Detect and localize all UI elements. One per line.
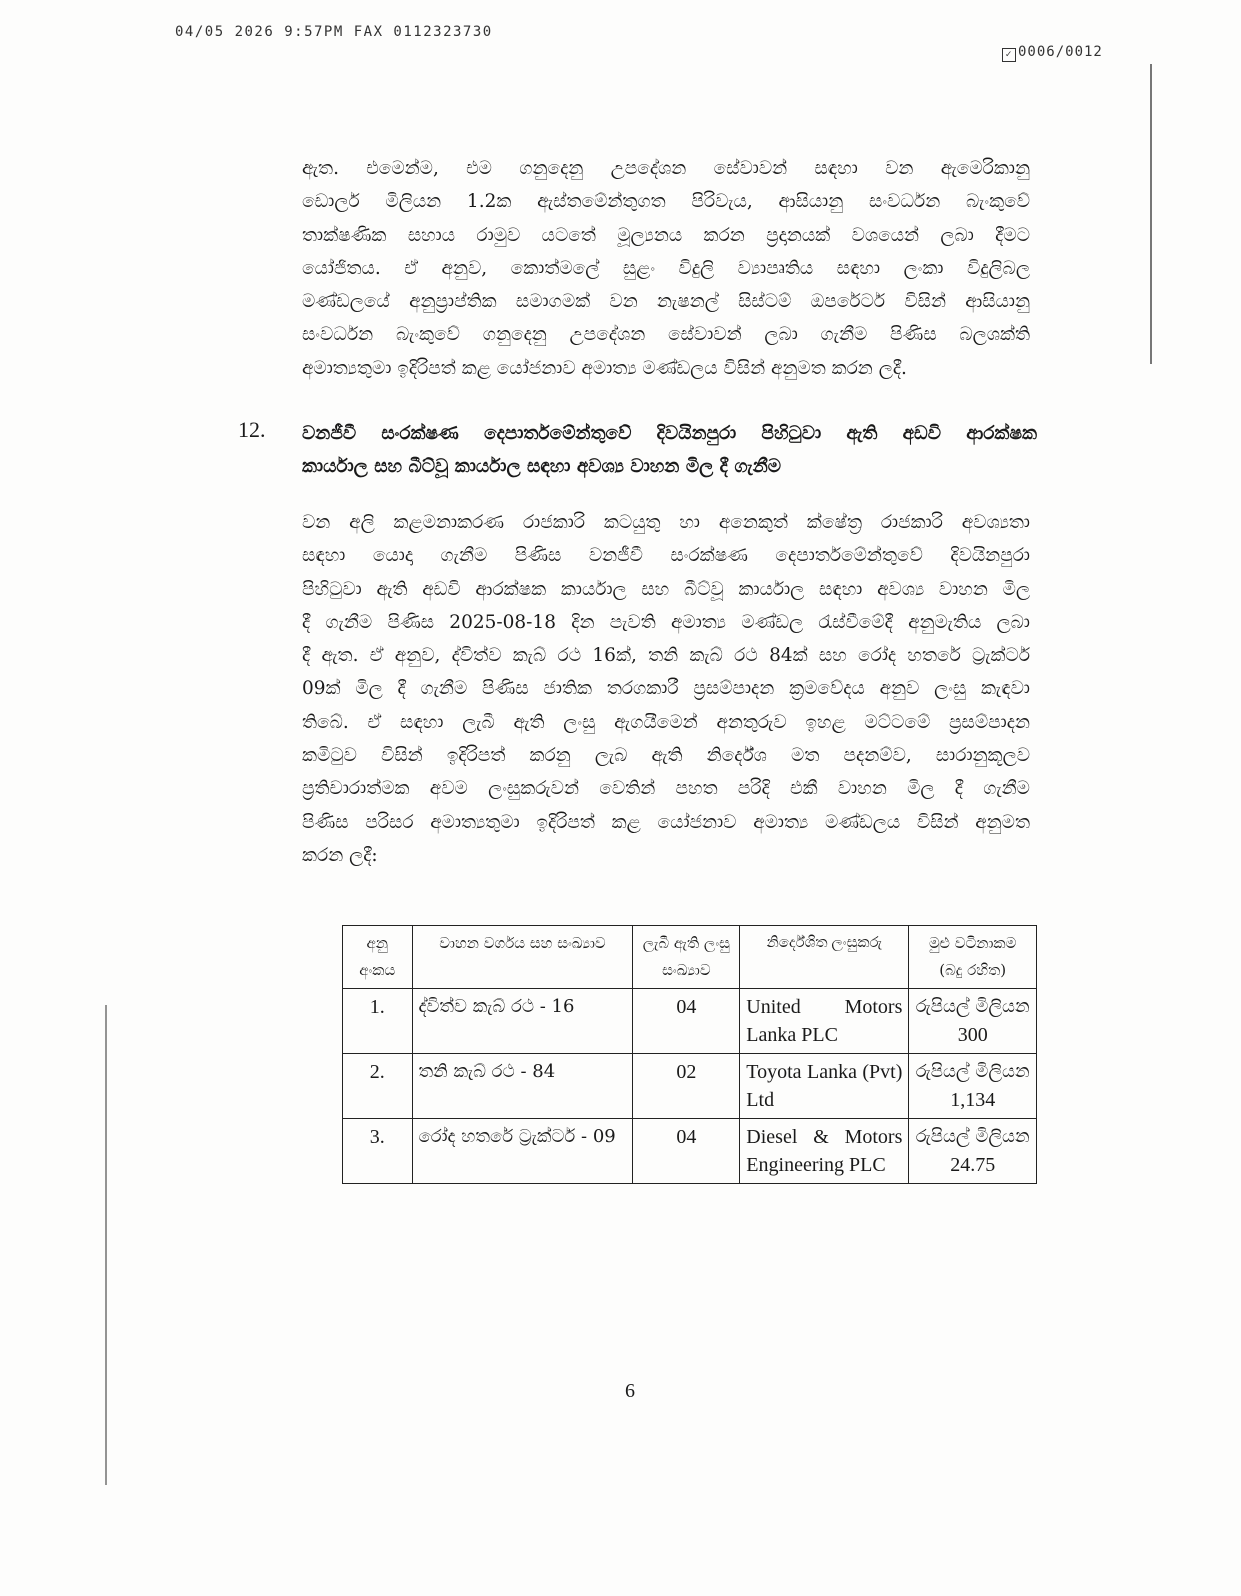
title-line: කාර්යාල සහ බීට්වූ කාර්යාල සඳහා අවශ්‍ය වාහන මිල දී ගැනීම [302, 456, 782, 478]
table-row [343, 989, 1037, 1054]
text-line: දී ඇත. ඒ අනුව, ද්විත්ව කැබ් රථ 16ක්, තනි කැබ් රථ 84ක් සහ රෝද හතරේ ට්‍රැක්ටර් [302, 645, 1030, 667]
table-row [343, 1119, 1037, 1184]
section-body [302, 506, 1030, 872]
section-number: 12. [238, 417, 266, 442]
price-value: 1,134 [950, 1089, 996, 1111]
header-total-value: මුළු වටිනාකම (බදු රහිත) [909, 926, 1037, 989]
cell-vendor: Diesel & Motors Engineering PLC [740, 1119, 909, 1184]
text-line: යෝජිතය. ඒ අනුව, කොත්මලේ සුළං විදුලි ව්‍යාපෘතිය සඳහා ලංකා විදුලිබල [302, 257, 1030, 279]
text-line: වන අලි කළමනාකරණ රාජකාරි කටයුතු හා අනෙකුත් ක්ෂේත්‍ර රාජකාරි අවශ්‍යතා [302, 512, 1030, 533]
text-line: සඳහා යොදා ගැනීම පිණිස වනජීවී සංරක්ෂණ දෙපාර්තමේන්තුවේ දිවයිනපුරා [302, 545, 1030, 567]
header-bids-received: ලැබී ඇති ලංසු සංඛ්‍යාව [633, 926, 740, 989]
scan-artifact-line [1150, 64, 1152, 364]
paragraph-continued [302, 152, 1030, 385]
text-line: ප්‍රතිචාරාත්මක අවම ලංසුකරුවන් වෙතින් පහත පරිදි එකී වාහන මිල දී ගැනීම [302, 778, 1030, 800]
vehicle-purchase-table [342, 925, 1037, 1184]
fax-page-counter-text: 0006/0012 [1018, 44, 1103, 60]
text-line: පිහිටුවා ඇති අඩවි ආරක්ෂක කාර්යාල සහ බීට්වූ කාර්යාල සඳහා අවශ්‍ය වාහන මිල [302, 578, 1030, 600]
text-line: ඩොලර් මිලියන 1.2ක ඇස්තමේන්තුගත පිරිවැය, ආසියානු සංවර්ධන බැංකුවේ [302, 191, 1030, 213]
text-line: තාක්ෂණික සහාය රාමුව යටතේ මූල්‍යනය කරන ප්‍රදානයක් වශයෙන් ලබා දීමට [302, 224, 1030, 246]
text-line: කමිටුව විසින් ඉදිරිපත් කරනු ලැබ ඇති නිර්දේශ මත පදනම්ව, සාරානුකූලව [302, 745, 1030, 767]
scan-artifact-line [105, 1005, 107, 1485]
cell-vehicle-type: රෝද හතරේ ට්‍රැක්ටර් - 09 [412, 1119, 633, 1184]
cell-vehicle-type: තනි කැබ් රථ - 84 [412, 1054, 633, 1119]
cell-price [909, 1119, 1037, 1184]
text-line: මණ්ඩලයේ අනුප්‍රාප්තික සමාගමක් වන නැෂනල් සිස්ටම් ඔපරේටර් විසින් ආසියානු [302, 291, 1030, 313]
cell-vendor: Toyota Lanka (Pvt) Ltd [740, 1054, 909, 1119]
fax-header: 04/05 2026 9:57PM FAX 0112323730 [175, 24, 493, 40]
title-line: වනජීවී සංරක්ෂණ දෙපාර්තමේන්තුවේ දිවයිනපුරා පිහිටුවා ඇති අඩවි ආරක්ෂක [302, 423, 1037, 444]
text-line: කරන ලදී: [302, 844, 378, 866]
price-unit: රුපියල් මිලියන [915, 1126, 1030, 1147]
cell-serial-no: 2. [343, 1054, 413, 1119]
header-recommended-bidder: නිර්දේශිත ලංසුකරු [740, 926, 909, 989]
price-value: 24.75 [950, 1154, 996, 1176]
text-line: අමාත්‍යතුමා ඉදිරිපත් කළ යෝජනාව අමාත්‍ය මණ්ඩලය විසින් අනුමත කරන ලදී. [302, 357, 907, 379]
cell-serial-no: 3. [343, 1119, 413, 1184]
section-title [302, 417, 1037, 484]
page-number: 6 [625, 1380, 635, 1402]
cell-vehicle-type: ද්විත්ව කැබ් රථ - 16 [412, 989, 633, 1054]
cell-vendor: United Motors Lanka PLC [740, 989, 909, 1054]
cell-bids: 02 [633, 1054, 740, 1119]
text-line: පිණිස පරිසර අමාත්‍යතුමා ඉදිරිපත් කළ යෝජනාව අමාත්‍ය මණ්ඩලය විසින් අනුමත [302, 811, 1030, 833]
cell-price [909, 989, 1037, 1054]
text-line: තිබේ. ඒ සඳහා ලැබී ඇති ලංසු ඇගයීමෙන් අනතුරුව ඉහළ මට්ටමේ ප්‍රසම්පාදන [302, 711, 1030, 733]
fax-page-counter [1002, 44, 1103, 62]
text-line: ඇත. එමෙන්ම, එම ගනුදෙනු උපදේශන සේවාවන් සඳහා වන ඇමෙරිකානු [302, 158, 1030, 179]
cell-bids: 04 [633, 989, 740, 1054]
cell-price [909, 1054, 1037, 1119]
text-line: දී ගැනීම පිණිස 2025-08-18 දින පැවති අමාත්‍ය මණ්ඩල රැස්වීමේදී අනුමැතිය ලබා [302, 611, 1030, 633]
price-unit: රුපියල් මිලියන [915, 1061, 1030, 1082]
text-line: 09ක් මිල දී ගැනීම පිණිස ජාතික තරගකාරී ප්‍රසම්පාදන ක්‍රමවේදය අනුව ලංසු කැඳවා [302, 678, 1030, 700]
header-serial-no: අනු අංකය [343, 926, 413, 989]
header-vehicle-type: වාහන වර්ගය සහ සංඛ්‍යාව [412, 926, 633, 989]
cell-bids: 04 [633, 1119, 740, 1184]
fax-checkbox-icon: ✓ [1002, 48, 1016, 62]
table-header-row [343, 926, 1037, 989]
table-row [343, 1054, 1037, 1119]
price-value: 300 [957, 1024, 988, 1046]
price-unit: රුපියල් මිලියන [915, 996, 1030, 1017]
text-line: සංවර්ධන බැංකුවේ ගනුදෙනු උපදේශන සේවාවන් ලබා ගැනීම පිණිස බලශක්ති [302, 324, 1030, 346]
cell-serial-no: 1. [343, 989, 413, 1054]
